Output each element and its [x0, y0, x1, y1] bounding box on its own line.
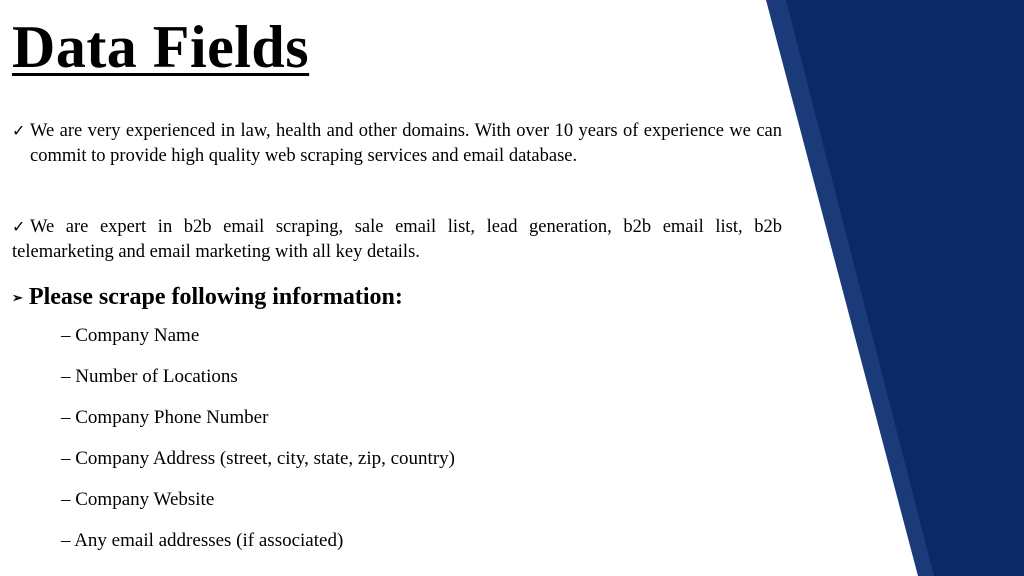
- list-item: – Any email addresses (if associated): [61, 530, 344, 551]
- list-item: – Company Name: [61, 325, 200, 346]
- list-item: – Number of Locations: [61, 366, 238, 387]
- checkmark-icon: ✓: [12, 219, 26, 236]
- section-heading-text: Please scrape following information:: [28, 284, 403, 310]
- list-item: – Company Address (street, city, state, zip, country): [61, 448, 455, 469]
- arrow-bullet-icon: ➢: [12, 290, 23, 305]
- list-item: – Company Phone Number: [61, 407, 269, 428]
- section-heading: [12, 284, 403, 311]
- bullet-experience: [12, 119, 782, 168]
- bullet-text: We are expert in b2b email scraping, sale email list, lead generation, b2b email list, b2b telemarketing and email marketing with all key details.: [12, 217, 782, 262]
- list-item: – Company Website: [61, 489, 215, 510]
- bullet-expertise: [12, 215, 782, 264]
- data-field-list: [61, 322, 455, 568]
- page-title: Data Fields: [12, 14, 310, 80]
- bullet-text: We are very experienced in law, health and other domains. With over 10 years of experience we can commit to provide high quality web scraping services and email database.: [30, 121, 782, 166]
- checkmark-icon: ✓: [12, 123, 26, 140]
